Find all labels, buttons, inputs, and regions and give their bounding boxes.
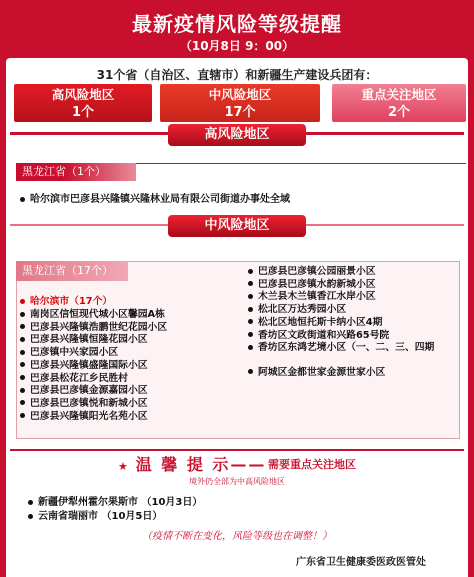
summary-mid-risk <box>160 84 320 122</box>
list-item: 松北区万达秀园小区 <box>248 304 434 317</box>
list-item: 香坊区文政街道和兴路65号院 <box>248 330 434 343</box>
summary-key-label: 重点关注地区 <box>361 87 437 102</box>
high-risk-area <box>20 193 290 206</box>
bullet-icon <box>248 294 253 299</box>
mid-risk-section-header: 中风险地区 <box>168 215 306 237</box>
list-item: 巴彦县兴隆镇浩鹏世纪花园小区 <box>20 322 167 335</box>
summary-key-areas <box>332 84 466 122</box>
page-title: 最新疫情风险等级提醒 <box>132 12 342 36</box>
high-risk-province: 黑龙江省（1个） <box>16 163 136 181</box>
list-item: 巴彦县兴隆镇阳光名苑小区 <box>20 411 167 424</box>
mid-risk-right-list <box>248 266 434 380</box>
bullet-icon <box>248 345 253 350</box>
star-icon: ★ <box>118 460 136 473</box>
summary-intro: 31个省（自治区、直辖市）和新疆生产建设兵团有： <box>96 68 378 82</box>
bullet-icon <box>248 281 253 286</box>
list-item: 巴彦县兴隆镇恒隆花园小区 <box>20 334 167 347</box>
bullet-icon <box>248 307 253 312</box>
notice-text: （疫情不断在变化，风险等级也在调整！） <box>142 531 332 542</box>
bullet-icon <box>20 197 25 202</box>
bullet-icon <box>20 350 25 355</box>
summary-high-count: 1个 <box>71 105 95 120</box>
tips-note: 境外仍全部为中高风险地区 <box>189 477 285 486</box>
update-date: （10月8日 9：00） <box>179 39 295 53</box>
mid-risk-city-label: 哈尔滨市（17个） <box>30 296 113 307</box>
tips-title: ★ 温 馨 提 示—— <box>118 455 267 474</box>
key-area-item: 云南省瑞丽市 （10月5日） <box>28 507 162 522</box>
list-item: 巴彦镇中兴家园小区 <box>20 347 167 360</box>
high-risk-section-header: 高风险地区 <box>168 124 306 146</box>
summary-high-risk <box>14 84 152 122</box>
list-item: 阿城区金都世家金源世家小区 <box>248 367 434 380</box>
bullet-icon <box>20 337 25 342</box>
footer-source: 广东省卫生健康委医政医管处 <box>296 557 426 568</box>
bullet-icon <box>248 319 253 324</box>
list-item: 南岗区信恒现代城小区馨园A栋 <box>20 309 167 322</box>
bullet-icon <box>20 312 25 317</box>
list-item: 松北区地恒托斯卡纳小区4期 <box>248 317 434 330</box>
bullet-icon <box>20 324 25 329</box>
bullet-icon <box>20 362 25 367</box>
high-risk-area-text: 哈尔滨市巴彦县兴隆镇兴隆林业局有限公司街道办事处全域 <box>30 194 290 205</box>
bullet-icon <box>20 413 25 418</box>
bullet-icon <box>248 332 253 337</box>
mid-risk-left-list <box>20 309 167 423</box>
bullet-icon <box>20 400 25 405</box>
key-area-item: 新疆伊犁州霍尔果斯市 （10月3日） <box>28 493 202 508</box>
tips-divider <box>10 449 464 451</box>
summary-mid-label: 中风险地区 <box>208 87 272 102</box>
summary-high-label: 高风险地区 <box>51 87 115 102</box>
list-item: 巴彦县巴彦镇金源嘉园小区 <box>20 385 167 398</box>
tips-subtitle: 需要重点关注地区 <box>268 458 356 471</box>
bullet-icon <box>28 500 33 505</box>
list-item: 巴彦县巴彦镇公园丽景小区 <box>248 266 434 279</box>
list-item: 巴彦县巴彦镇悦和新城小区 <box>20 398 167 411</box>
bullet-icon <box>20 375 25 380</box>
bullet-icon <box>20 299 25 304</box>
list-item: 香坊区东鸿艺境小区（一、二、三、四期 <box>248 342 434 355</box>
list-item: 巴彦县兴隆镇盛隆国际小区 <box>20 360 167 373</box>
list-item: 巴彦县松花江乡民胜村 <box>20 373 167 386</box>
list-item: 木兰县木兰镇香江水岸小区 <box>248 291 434 304</box>
bullet-icon <box>248 369 253 374</box>
mid-risk-province: 黑龙江省（17个） <box>16 261 128 281</box>
bullet-icon <box>20 388 25 393</box>
bullet-icon <box>248 269 253 274</box>
summary-mid-count: 17个 <box>224 105 256 120</box>
bullet-icon <box>28 514 33 519</box>
mid-risk-city <box>20 296 112 309</box>
list-item: 巴彦县巴彦镇水韵新城小区 <box>248 279 434 292</box>
summary-key-count: 2个 <box>387 105 411 120</box>
